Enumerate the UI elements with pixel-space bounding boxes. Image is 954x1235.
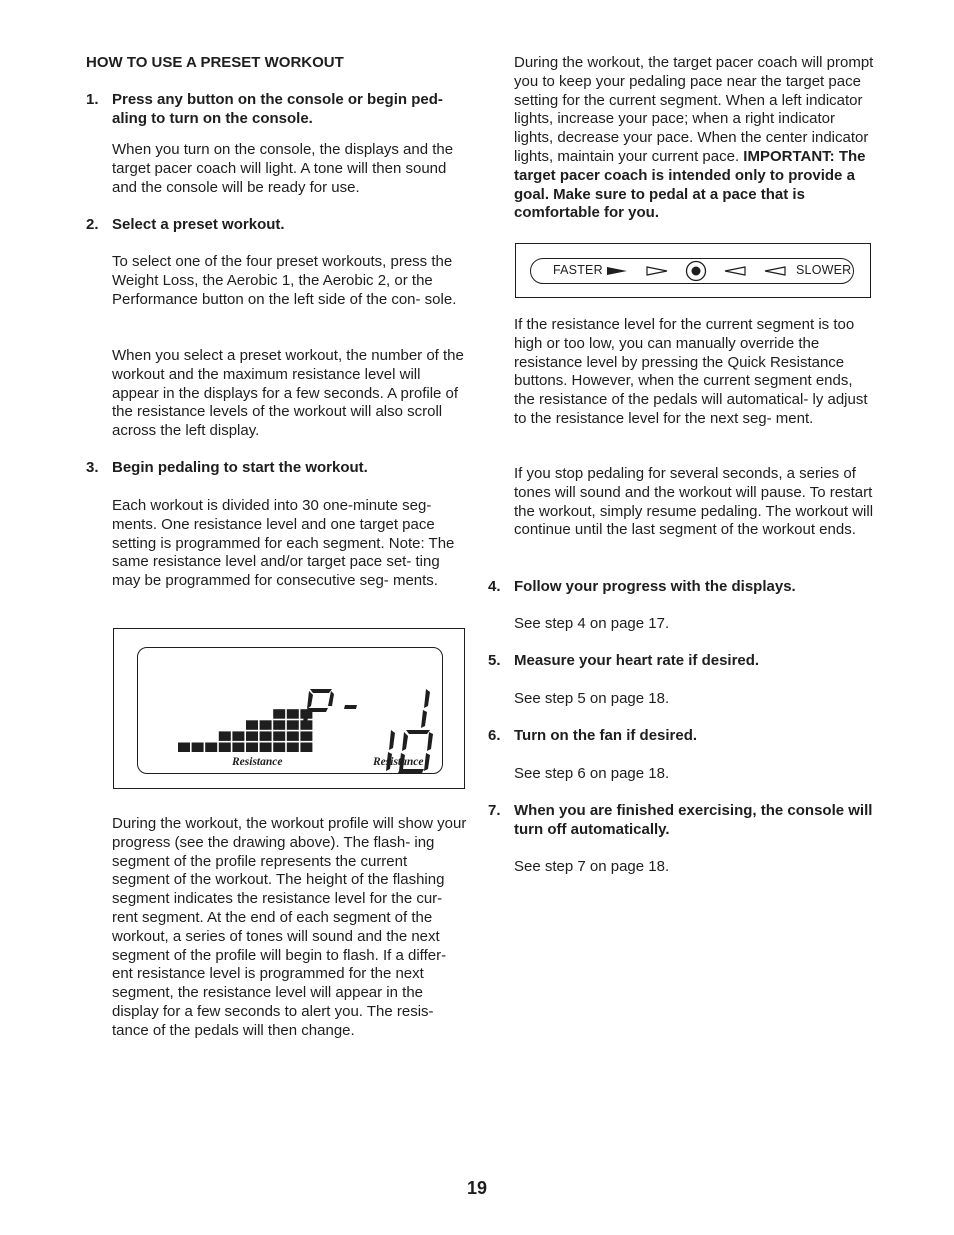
readout-one-glyph (421, 689, 430, 728)
faster-filled-arrow-icon (607, 267, 627, 275)
pacer-indicator-bar (530, 258, 854, 284)
left-display-label: Resistance (232, 756, 283, 768)
step-title: Select a preset workout. (112, 216, 285, 233)
pacer-important: IMPORTANT: The target pacer coach is intended only to provide a goal. Make sure to pedal at a pace that is comfortable for you. (514, 147, 866, 222)
readout-dash-glyph (344, 705, 357, 709)
step-4-body: See step 4 on page 17. (514, 615, 670, 632)
step-number: 5. (488, 652, 501, 669)
section-heading: HOW TO USE A PRESET WORKOUT (86, 54, 344, 71)
resistance-override-text: If the resistance level for the current segment is too high or too low, you can manually override the resistance level by pressing the Quick Resistance buttons. However, when the current segment ends, the resistance of the pedals will automatical- ly adjust to the resistance level for the next seg- ment. (514, 316, 868, 427)
lcd-screen (137, 647, 443, 774)
step-1-body: When you turn on the console, the displays and the target pacer coach will light. A tone will then sound and the console will be ready for use. (112, 141, 454, 196)
right-display-label: Resistance (373, 756, 424, 768)
slower-outline-arrow-icon (725, 267, 745, 275)
step-3-body-1: Each workout is divided into 30 one-minute seg- ments. One resistance level and one target pace setting is programmed for each segment. Note: The same resistance level and/or target pace set- ting may be programmed for consecutive seg- ments. (112, 497, 455, 590)
step-title: Begin pedaling to start the workout. (112, 459, 368, 476)
step-7 (488, 802, 874, 840)
step-3 (86, 459, 468, 478)
step-number: 7. (488, 802, 501, 819)
step-title: Measure your heart rate if desired. (514, 652, 760, 669)
step-5 (488, 652, 874, 671)
faster-outline-arrow-icon (647, 267, 667, 275)
step-2-body-1: To select one of the four preset workouts, press the Weight Loss, the Aerobic 1, the Aerobic 2, or the Performance button on the left side of the con- sole. (112, 253, 457, 308)
step-5-body: See step 5 on page 18. (514, 690, 670, 707)
readout-p-glyph (302, 689, 334, 728)
slower-outline-arrow-icon-2 (765, 267, 785, 275)
step-number: 6. (488, 727, 501, 744)
step-2-body-2: When you select a preset workout, the number of the workout and the maximum resistance level will appear in the displays for a few seconds. A profile of the resistance levels of the workout will also scroll across the left display. (112, 347, 464, 440)
slower-label: SLOWER (796, 263, 852, 277)
pause-text: If you stop pedaling for several seconds, a series of tones will sound and the workout will pause. To restart the workout, simply resume pedaling. The workout will continue until the last segment of the workout ends. (514, 465, 874, 539)
step-1 (86, 91, 468, 129)
pacer-paragraph (488, 54, 874, 223)
step-number: 3. (86, 459, 99, 476)
step-title: Press any button on the console or begin ped- aling to turn on the console. (112, 91, 443, 127)
step-title: Follow your progress with the displays. (514, 578, 796, 595)
seven-segment-readout (138, 648, 442, 773)
step-7-body: See step 7 on page 18. (514, 858, 670, 875)
faster-label: FASTER (553, 263, 603, 277)
step-6-body: See step 6 on page 18. (514, 765, 670, 782)
console-display-figure (113, 628, 465, 789)
step-number: 2. (86, 216, 99, 233)
page-number: 19 (466, 1178, 488, 1198)
pacer-intro: During the workout, the target pacer coach will prompt you to keep your pedaling pace near the target pace setting for the current segment. When a left indicator lights, increase your pace; when a right indicator lights, decrease your pace. When the center indicator lights, maintain your current pace. (514, 54, 874, 165)
step-3-body-2: During the workout, the workout profile will show your progress (see the drawing above). The flash- ing segment of the profile represents the current segment of the workout. The height of the flashing segment indicates the resistance level for the cur- rent segment. At the end of each segment of the workout, a series of tones will sound and the next segment of the profile will begin to flash. If a differ- ent resistance level is programmed for the next segment, the resistance level will appear in the display for a few seconds to alert you. The resis- tance of the pedals will then change. (112, 815, 467, 1039)
step-6 (488, 727, 874, 746)
step-2 (86, 216, 468, 235)
step-number: 1. (86, 91, 99, 108)
step-number: 4. (488, 578, 501, 595)
target-pacer-figure (515, 243, 871, 298)
step-title: Turn on the fan if desired. (514, 727, 698, 744)
step-4 (488, 578, 874, 597)
step-title: When you are finished exercising, the console will turn off automatically. (514, 802, 873, 838)
center-indicator-dot-icon (692, 267, 701, 276)
